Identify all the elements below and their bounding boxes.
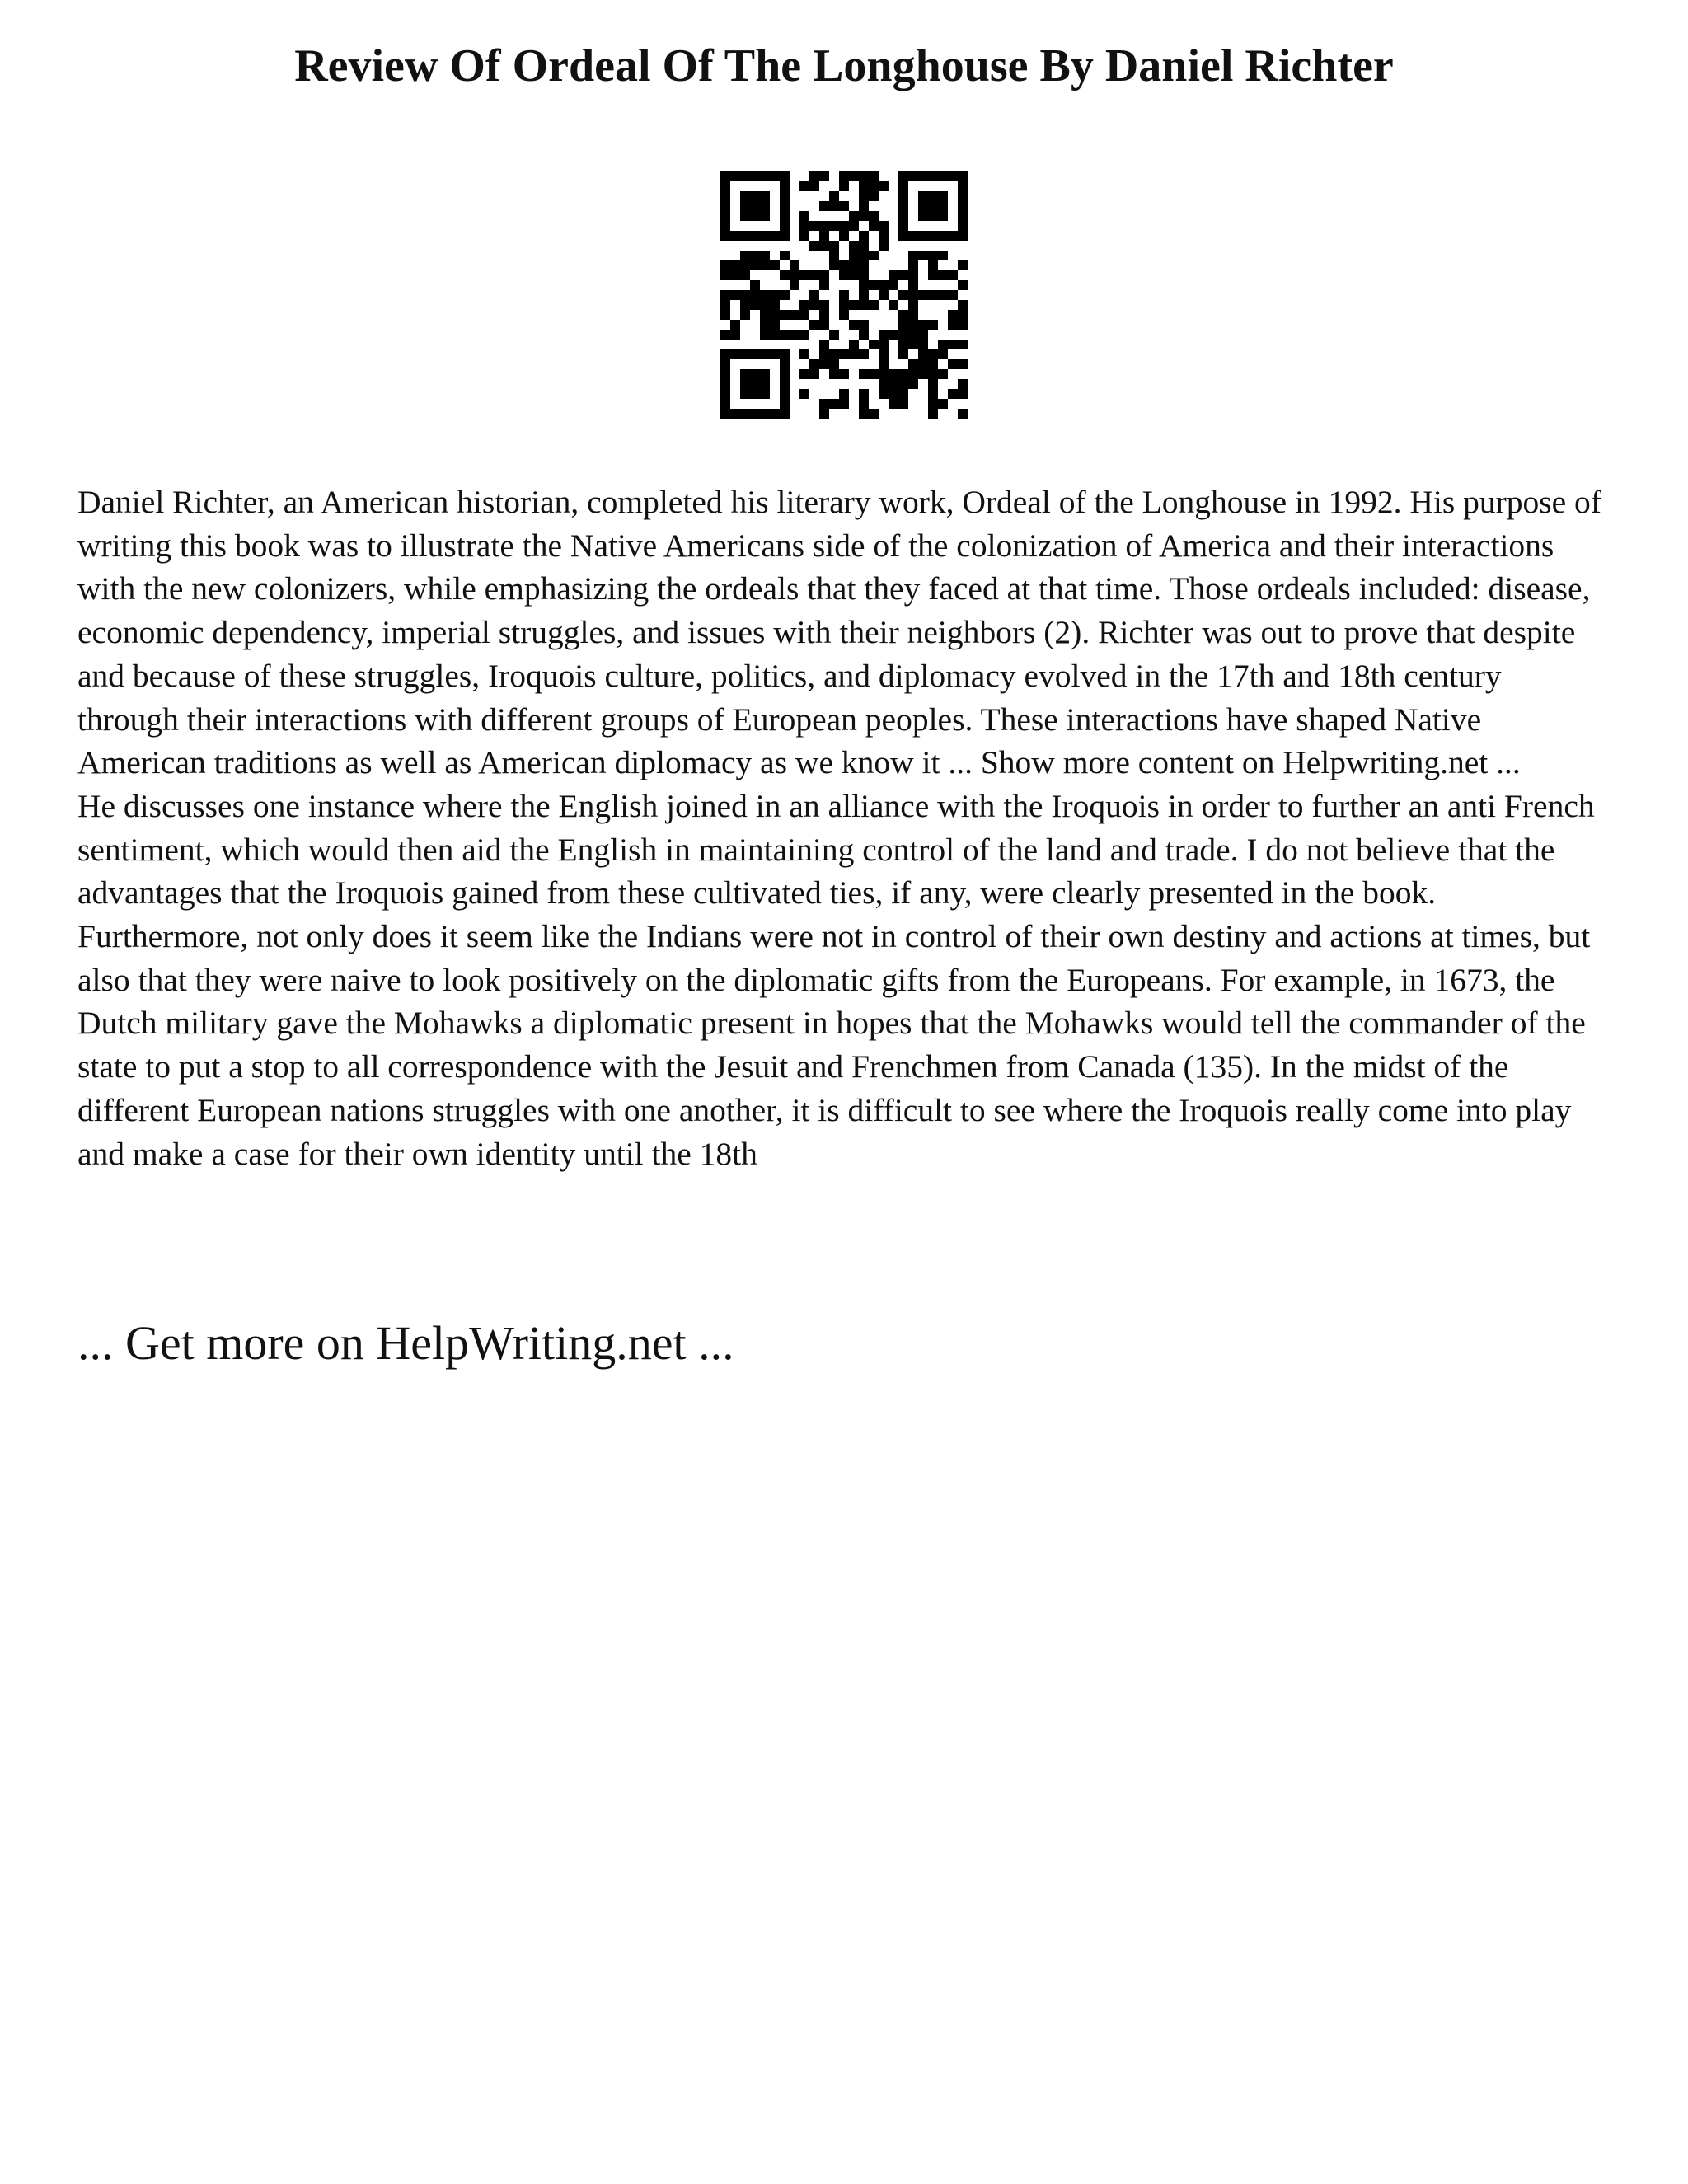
page-title: Review Of Ordeal Of The Longhouse By Daniel Richter [294,40,1394,91]
qr-code-icon [720,171,968,419]
paragraph: He discusses one instance where the English joined in an alliance with the Iroquois in order to further an anti French sentiment, which would then aid the English in maintaining control of the land and trade. I do not believe that the advantages that the Iroquois gained from these cultivated ties, if any, were clearly presented in the book. Furthermore, not only does it seem like the Indians were not in control of their own destiny and actions at times, but also that they were naive to look positively on the diplomatic gifts from the Europeans. For example, in 1673, the Dutch military gave the Mohawks a diplomatic present in hopes that the Mohawks would tell the commander of the state to put a stop to all correspondence with the Jesuit and Frenchmen from Canada (135). In the midst of the different European nations struggles with one another, it is difficult to see where the Iroquois really come into play and make a case for their own identity until the 18th [77,787,1595,1172]
article-body [77,480,1611,1175]
get-more-link[interactable]: ... Get more on HelpWriting.net ... [77,1316,734,1370]
paragraph: Daniel Richter, an American historian, completed his literary work, Ordeal of the Longhouse in 1992. His purpose of writing this book was to illustrate the Native Americans side of the colonization of America and their interactions with the new colonizers, while emphasizing the ordeals that they faced at that time. Those ordeals included: disease, economic dependency, imperial struggles, and issues with their neighbors (2). Richter was out to prove that despite and because of these struggles, Iroquois culture, politics, and diplomacy evolved in the 17th and 18th century through their interactions with different groups of European peoples. These interactions have shaped Native American traditions as well as American diplomacy as we know it ... Show more content on Helpwriting.net ... [77,484,1601,781]
